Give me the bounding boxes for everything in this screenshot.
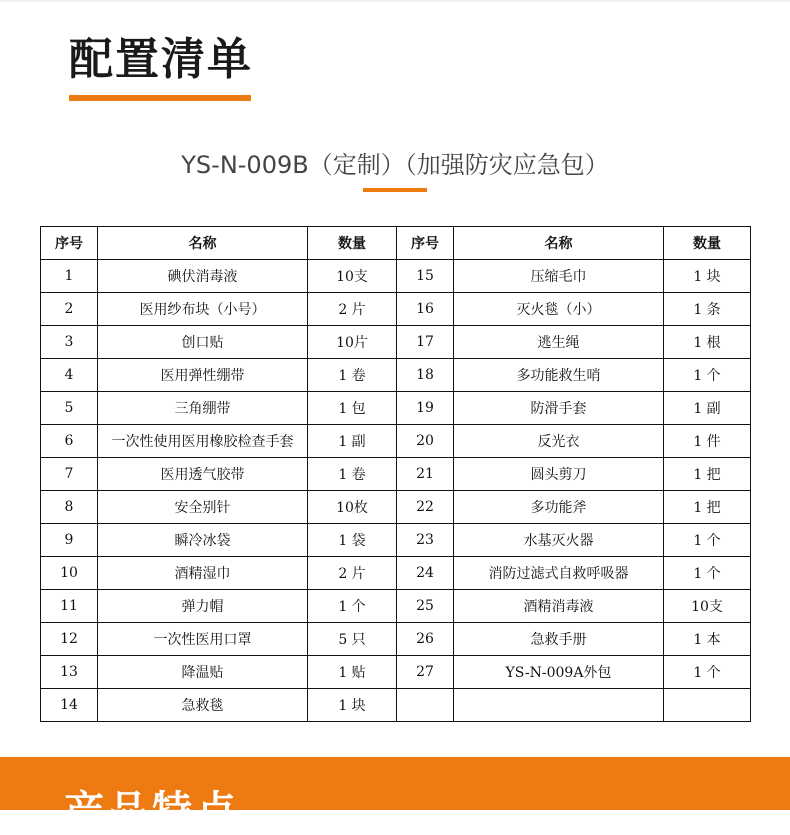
cell-item-name: 压缩毛巾 bbox=[454, 260, 664, 293]
product-title: YS-N-009B（定制）（加强防灾应急包） bbox=[181, 151, 609, 179]
header-quantity: 数量 bbox=[308, 227, 397, 260]
cell-item-name: 多功能救生哨 bbox=[454, 359, 664, 392]
cell-quantity: 1 个 bbox=[664, 557, 751, 590]
cell-item-name: 三角绷带 bbox=[98, 392, 308, 425]
cell-item-name: 圆头剪刀 bbox=[454, 458, 664, 491]
cell-item-name: 降温贴 bbox=[98, 656, 308, 689]
table-row bbox=[41, 557, 751, 590]
section-title-underline bbox=[69, 95, 251, 101]
cell-index: 21 bbox=[397, 458, 454, 491]
cell-quantity: 1 条 bbox=[664, 293, 751, 326]
table-row bbox=[41, 458, 751, 491]
header-name: 名称 bbox=[98, 227, 308, 260]
cell-quantity: 1 块 bbox=[308, 689, 397, 722]
table-row bbox=[41, 326, 751, 359]
header-quantity: 数量 bbox=[664, 227, 751, 260]
cell-index: 3 bbox=[41, 326, 98, 359]
cell-index: 13 bbox=[41, 656, 98, 689]
cell-item-name: 酒精湿巾 bbox=[98, 557, 308, 590]
cell-item-name: YS-N-009A外包 bbox=[454, 656, 664, 689]
cell-index: 5 bbox=[41, 392, 98, 425]
cell-index: 27 bbox=[397, 656, 454, 689]
cell-quantity: 10枚 bbox=[308, 491, 397, 524]
cell-index: 8 bbox=[41, 491, 98, 524]
cell-quantity: 10支 bbox=[308, 260, 397, 293]
cell-item-name: 水基灭火器 bbox=[454, 524, 664, 557]
table-row bbox=[41, 425, 751, 458]
table-row bbox=[41, 656, 751, 689]
table-header-row bbox=[41, 227, 751, 260]
cell-quantity: 1 副 bbox=[664, 392, 751, 425]
cell-item-name: 多功能斧 bbox=[454, 491, 664, 524]
product-title-underline bbox=[363, 188, 427, 192]
top-divider bbox=[0, 0, 790, 2]
cell-quantity: 5 只 bbox=[308, 623, 397, 656]
cell-item-name: 一次性医用口罩 bbox=[98, 623, 308, 656]
cell-item-name: 创口贴 bbox=[98, 326, 308, 359]
cell-quantity: 1 本 bbox=[664, 623, 751, 656]
cell-quantity: 1 件 bbox=[664, 425, 751, 458]
cell-index: 22 bbox=[397, 491, 454, 524]
cell-item-name: 急救毯 bbox=[98, 689, 308, 722]
cell-index: 19 bbox=[397, 392, 454, 425]
configuration-table bbox=[40, 226, 751, 722]
footer-title: 产品特点 bbox=[64, 788, 240, 834]
table-row bbox=[41, 260, 751, 293]
table-row bbox=[41, 293, 751, 326]
cell-quantity: 10片 bbox=[308, 326, 397, 359]
cell-item-name: 逃生绳 bbox=[454, 326, 664, 359]
footer-banner bbox=[0, 757, 790, 834]
cell-index: 26 bbox=[397, 623, 454, 656]
table-body bbox=[41, 260, 751, 722]
table-row bbox=[41, 392, 751, 425]
cell-item-name: 消防过滤式自救呼吸器 bbox=[454, 557, 664, 590]
cell-quantity: 1 袋 bbox=[308, 524, 397, 557]
table-row bbox=[41, 689, 751, 722]
cell-quantity: 1 卷 bbox=[308, 458, 397, 491]
cell-index: 24 bbox=[397, 557, 454, 590]
cell-index: 2 bbox=[41, 293, 98, 326]
cell-quantity: 1 把 bbox=[664, 458, 751, 491]
cell-index: 25 bbox=[397, 590, 454, 623]
cell-quantity: 1 副 bbox=[308, 425, 397, 458]
header-name: 名称 bbox=[454, 227, 664, 260]
cell-quantity: 1 个 bbox=[308, 590, 397, 623]
cell-quantity: 1 贴 bbox=[308, 656, 397, 689]
cell-index: 18 bbox=[397, 359, 454, 392]
cell-quantity: 1 根 bbox=[664, 326, 751, 359]
cell-item-name: 医用弹性绷带 bbox=[98, 359, 308, 392]
header-index: 序号 bbox=[397, 227, 454, 260]
cell-index: 16 bbox=[397, 293, 454, 326]
table-row bbox=[41, 491, 751, 524]
cell-item-name: 防滑手套 bbox=[454, 392, 664, 425]
cell-quantity: 1 个 bbox=[664, 359, 751, 392]
cell-index: 17 bbox=[397, 326, 454, 359]
cell-quantity: 1 块 bbox=[664, 260, 751, 293]
cell-index: 4 bbox=[41, 359, 98, 392]
table-row bbox=[41, 590, 751, 623]
cell-quantity: 2 片 bbox=[308, 293, 397, 326]
table-row bbox=[41, 623, 751, 656]
cell-quantity: 2 片 bbox=[308, 557, 397, 590]
cell-index: 9 bbox=[41, 524, 98, 557]
cell-index bbox=[397, 689, 454, 722]
cell-quantity: 10支 bbox=[664, 590, 751, 623]
cell-item-name: 急救手册 bbox=[454, 623, 664, 656]
table-row bbox=[41, 359, 751, 392]
cell-index: 11 bbox=[41, 590, 98, 623]
cell-quantity: 1 包 bbox=[308, 392, 397, 425]
cell-index: 12 bbox=[41, 623, 98, 656]
cell-quantity: 1 个 bbox=[664, 656, 751, 689]
cell-item-name: 安全别针 bbox=[98, 491, 308, 524]
section-title: 配置清单 bbox=[69, 34, 253, 85]
cell-item-name: 酒精消毒液 bbox=[454, 590, 664, 623]
cell-quantity: 1 个 bbox=[664, 524, 751, 557]
cell-item-name: 医用透气胶带 bbox=[98, 458, 308, 491]
cell-quantity bbox=[664, 689, 751, 722]
cell-index: 20 bbox=[397, 425, 454, 458]
cell-item-name: 弹力帽 bbox=[98, 590, 308, 623]
cell-item-name: 灭火毯（小） bbox=[454, 293, 664, 326]
cell-item-name: 瞬冷冰袋 bbox=[98, 524, 308, 557]
cell-index: 7 bbox=[41, 458, 98, 491]
cell-item-name: 反光衣 bbox=[454, 425, 664, 458]
cell-item-name: 一次性使用医用橡胶检查手套 bbox=[98, 425, 308, 458]
cell-index: 14 bbox=[41, 689, 98, 722]
cell-quantity: 1 卷 bbox=[308, 359, 397, 392]
cell-index: 10 bbox=[41, 557, 98, 590]
cell-index: 1 bbox=[41, 260, 98, 293]
table-row bbox=[41, 524, 751, 557]
cell-item-name bbox=[454, 689, 664, 722]
cell-item-name: 碘伏消毒液 bbox=[98, 260, 308, 293]
cell-index: 23 bbox=[397, 524, 454, 557]
cell-item-name: 医用纱布块（小号） bbox=[98, 293, 308, 326]
cell-quantity: 1 把 bbox=[664, 491, 751, 524]
cell-index: 15 bbox=[397, 260, 454, 293]
cell-index: 6 bbox=[41, 425, 98, 458]
header-index: 序号 bbox=[41, 227, 98, 260]
